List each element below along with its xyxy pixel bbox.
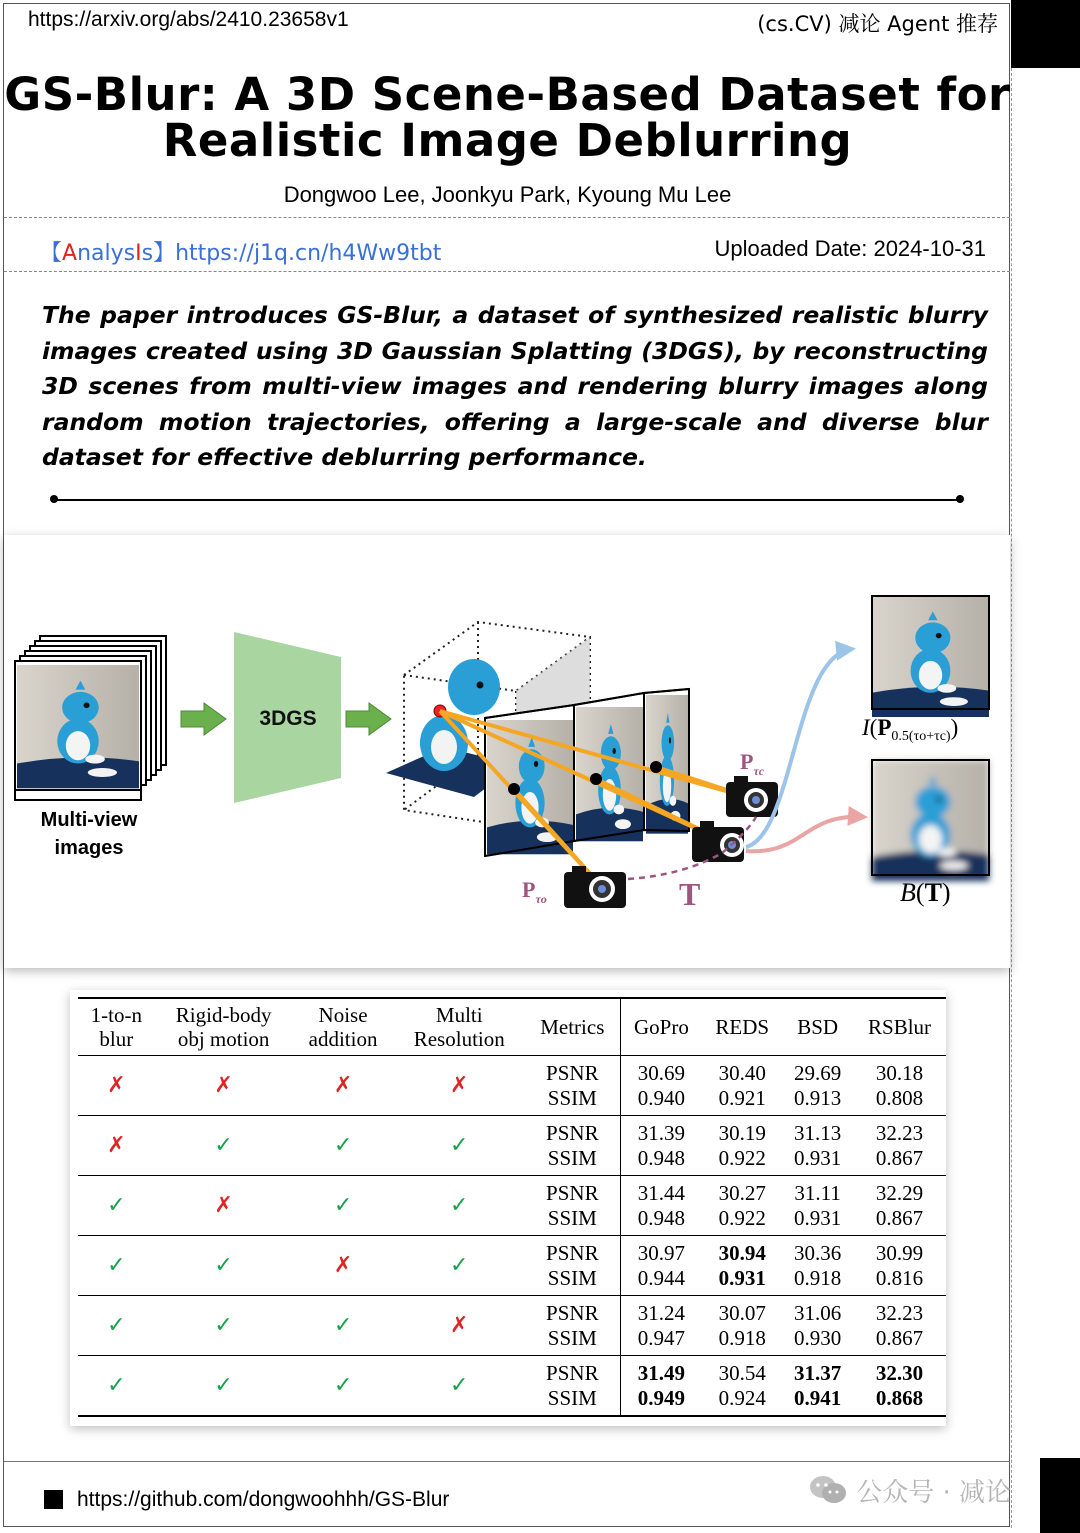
ssim-value: 0.913 (794, 1085, 842, 1110)
psnr-value: 30.69 (637, 1061, 686, 1085)
flag-cell (293, 1296, 394, 1356)
check-icon: ✓ (333, 1312, 353, 1338)
flag-cell (393, 1056, 525, 1116)
wechat-icon (808, 1474, 848, 1506)
camera-start-icon (564, 866, 626, 908)
flag-cell (293, 1356, 394, 1417)
value-cell-rsblur (853, 1116, 946, 1176)
table-row (78, 1176, 946, 1236)
metric-name: SSIM (547, 1085, 597, 1110)
flag-cell (78, 1176, 155, 1236)
psnr-value: 30.40 (718, 1061, 766, 1085)
cross-icon: ✗ (333, 1072, 353, 1098)
value-cell-bsd (782, 1116, 853, 1176)
value-cell-rsblur (853, 1236, 946, 1296)
check-icon: ✓ (333, 1372, 353, 1398)
value-cell-gopro (620, 1296, 702, 1356)
flag-cell (78, 1056, 155, 1116)
value-cell-rsblur (853, 1296, 946, 1356)
metric-name: PSNR (546, 1061, 599, 1085)
ssim-value: 0.808 (875, 1085, 924, 1110)
check-icon: ✓ (107, 1252, 126, 1278)
ssim-value: 0.940 (637, 1085, 686, 1110)
pipeline-figure (4, 535, 1010, 968)
table-header-row (78, 998, 946, 1056)
flag-cell (293, 1056, 394, 1116)
flag-cell (293, 1116, 394, 1176)
ray-hit-3 (650, 761, 662, 773)
ssim-value: 0.947 (637, 1325, 686, 1350)
divider-top (4, 217, 1010, 218)
metric-name: PSNR (546, 1181, 599, 1205)
check-icon: ✓ (214, 1132, 233, 1158)
flag-cell (393, 1236, 525, 1296)
metric-name: SSIM (547, 1205, 597, 1230)
cam-start-label: $P_{\tau o}$ (522, 877, 547, 906)
check-icon: ✓ (450, 1252, 469, 1278)
ssim-value: 0.931 (718, 1265, 766, 1290)
col-rsblur: RSBlur (868, 1015, 932, 1039)
value-cell-reds (702, 1356, 782, 1417)
check-icon: ✓ (214, 1372, 233, 1398)
ssim-value: 0.868 (875, 1385, 924, 1410)
github-bullet (44, 1490, 63, 1509)
sharp-output-image (872, 596, 989, 717)
ssim-value: 0.941 (794, 1385, 842, 1410)
paper-authors: Dongwoo Lee, Joonkyu Park, Kyoung Mu Lee (283, 182, 732, 207)
camera-end-icon (726, 776, 778, 817)
col-1to-n: 1-to-n blur (90, 1003, 142, 1051)
corner-block-bottom (1040, 1458, 1080, 1533)
metric-name: PSNR (546, 1361, 599, 1385)
ssim-value: 0.918 (718, 1325, 766, 1350)
flag-cell (393, 1116, 525, 1176)
flag-cell (393, 1176, 525, 1236)
ssim-value: 0.924 (718, 1385, 766, 1410)
multi-view-stack (15, 636, 166, 800)
check-icon: ✓ (107, 1312, 126, 1338)
psnr-value: 32.29 (875, 1181, 924, 1205)
psnr-value: 30.19 (718, 1121, 766, 1145)
github-link[interactable]: https://github.com/dongwoohhh/GS-Blur (77, 1488, 450, 1511)
ssim-value: 0.867 (875, 1145, 924, 1170)
ssim-value: 0.921 (718, 1085, 766, 1110)
bracket-close: 】 (153, 241, 176, 266)
value-cell-reds (702, 1056, 782, 1116)
psnr-value: 31.11 (794, 1181, 841, 1205)
check-icon: ✓ (214, 1312, 233, 1338)
cross-icon: ✗ (450, 1072, 469, 1098)
metric-name: PSNR (546, 1301, 599, 1325)
cross-icon: ✗ (333, 1252, 353, 1278)
psnr-value: 31.13 (794, 1121, 842, 1145)
flag-cell (155, 1116, 293, 1176)
ssim-value: 0.949 (637, 1385, 686, 1410)
analysis-label-i: I (135, 241, 142, 266)
check-icon: ✓ (107, 1192, 126, 1218)
psnr-value: 30.94 (718, 1241, 766, 1265)
flag-cell (393, 1356, 525, 1417)
value-cell-bsd (782, 1296, 853, 1356)
metric-name: PSNR (546, 1121, 599, 1145)
col-noise: Noise addition (308, 1003, 378, 1051)
psnr-value: 32.23 (875, 1301, 924, 1325)
metric-name: SSIM (547, 1145, 597, 1170)
value-cell-gopro (620, 1236, 702, 1296)
ssim-value: 0.867 (875, 1325, 924, 1350)
ssim-value: 0.948 (637, 1205, 686, 1230)
value-cell-bsd (782, 1236, 853, 1296)
metric-name: PSNR (546, 1241, 599, 1265)
col-reds: REDS (715, 1015, 770, 1039)
right-border-strip (1011, 68, 1013, 1528)
psnr-value: 31.49 (637, 1361, 686, 1385)
footer-divider (4, 1461, 1010, 1462)
psnr-value: 31.06 (794, 1301, 842, 1325)
value-cell-rsblur (853, 1356, 946, 1417)
psnr-value: 31.44 (637, 1181, 686, 1205)
table-row (78, 1236, 946, 1296)
metric-name: SSIM (547, 1385, 597, 1410)
flag-cell (155, 1176, 293, 1236)
ray-hit-1 (508, 783, 520, 795)
ssim-value: 0.918 (794, 1265, 842, 1290)
check-icon: ✓ (333, 1192, 353, 1218)
psnr-value: 30.36 (794, 1241, 842, 1265)
psnr-value: 29.69 (794, 1061, 842, 1085)
separator-dot-left (50, 495, 58, 503)
metric-name-cell (525, 1296, 620, 1356)
value-cell-gopro (620, 1056, 702, 1116)
flag-cell (155, 1296, 293, 1356)
abstract-text: The paper introduces GS-Blur, a dataset of synthesized realistic blurry images created using 3D Gaussian Splatting (3DGS), by reconstructing 3D scenes from multi-view images and rendering blurry images along random motion trajectories, offering a large-scale and diverse blur dataset for effective deblurring performance. (42, 301, 988, 472)
value-cell-reds (702, 1116, 782, 1176)
flag-cell (78, 1296, 155, 1356)
separator-dot-right (956, 495, 964, 503)
cross-icon: ✗ (214, 1072, 233, 1098)
arxiv-url[interactable]: https://arxiv.org/abs/2410.23658v1 (28, 8, 349, 31)
psnr-value: 30.27 (718, 1181, 766, 1205)
input-label-line2: images (54, 837, 124, 859)
table-body (78, 1056, 946, 1417)
ray-hit-2 (590, 773, 602, 785)
col-rigid-body: Rigid-body obj motion (175, 1003, 272, 1051)
flag-cell (293, 1236, 394, 1296)
value-cell-bsd (782, 1176, 853, 1236)
blurry-output-image (872, 760, 989, 881)
cross-icon: ✗ (107, 1072, 126, 1098)
metric-name-cell (525, 1356, 620, 1417)
uploaded-date: Uploaded Date: 2024-10-31 (714, 236, 986, 261)
value-cell-bsd (782, 1056, 853, 1116)
pipeline-diagram (4, 535, 1010, 968)
value-cell-gopro (620, 1116, 702, 1176)
col-bsd: BSD (797, 1015, 839, 1039)
analysis-label-mid: nalys (77, 241, 136, 266)
check-icon: ✓ (333, 1132, 353, 1158)
sharp-output-label: $I(P_{0.5(\tau o+\tau c)})$ (862, 715, 959, 744)
flag-cell (155, 1236, 293, 1296)
results-table-card (70, 990, 946, 1426)
col-gopro: GoPro (634, 1015, 689, 1039)
paper-title (4, 68, 1011, 167)
psnr-value: 31.39 (637, 1121, 686, 1145)
check-icon: ✓ (450, 1372, 469, 1398)
value-cell-rsblur (853, 1176, 946, 1236)
flag-cell (155, 1356, 293, 1417)
ssim-value: 0.944 (637, 1265, 686, 1290)
category-tag: (cs.CV) 减论 Agent 推荐 (757, 12, 998, 36)
check-icon: ✓ (450, 1192, 469, 1218)
psnr-value: 30.07 (718, 1301, 766, 1325)
blur-output-label: B(T) (900, 878, 951, 907)
ssim-value: 0.922 (718, 1145, 766, 1170)
flag-cell (155, 1056, 293, 1116)
ssim-value: 0.930 (794, 1325, 842, 1350)
psnr-value: 30.97 (637, 1241, 686, 1265)
cam-end-label: $P_{\tau c}$ (740, 749, 765, 778)
col-metrics: Metrics (525, 998, 620, 1056)
value-cell-gopro (620, 1356, 702, 1417)
check-icon: ✓ (107, 1372, 126, 1398)
cross-icon: ✗ (107, 1132, 126, 1158)
section-separator (53, 499, 960, 501)
psnr-value: 31.24 (637, 1301, 686, 1325)
input-label-line1: Multi-view (40, 809, 138, 831)
cross-icon: ✗ (214, 1192, 233, 1218)
metric-name: SSIM (547, 1325, 597, 1350)
ssim-value: 0.948 (637, 1145, 686, 1170)
flag-cell (393, 1296, 525, 1356)
psnr-value: 31.37 (794, 1361, 842, 1385)
cross-icon: ✗ (450, 1312, 469, 1338)
wechat-text: 公众号 · 减论 (856, 1478, 1012, 1508)
value-cell-bsd (782, 1356, 853, 1417)
col-multi-res: Multi Resolution (413, 1003, 505, 1051)
table-row (78, 1116, 946, 1176)
analysis-label-a: A (62, 241, 78, 266)
value-cell-reds (702, 1236, 782, 1296)
corner-block-top (1011, 0, 1080, 68)
check-icon: ✓ (450, 1132, 469, 1158)
value-cell-rsblur (853, 1056, 946, 1116)
metric-name-cell (525, 1236, 620, 1296)
check-icon: ✓ (214, 1252, 233, 1278)
ssim-value: 0.867 (875, 1205, 924, 1230)
trajectory-label: T (679, 876, 701, 912)
bracket-open: 【 (40, 241, 63, 266)
metric-name-cell (525, 1176, 620, 1236)
ssim-value: 0.931 (794, 1205, 842, 1230)
metric-name-cell (525, 1116, 620, 1176)
results-table (78, 997, 946, 1417)
flag-cell (78, 1356, 155, 1417)
value-cell-gopro (620, 1176, 702, 1236)
analysis-link-row (40, 236, 441, 267)
divider-analysis (4, 271, 1010, 272)
metric-name: SSIM (547, 1265, 597, 1290)
psnr-value: 30.18 (875, 1061, 924, 1085)
psnr-value: 32.23 (875, 1121, 924, 1145)
ssim-value: 0.931 (794, 1145, 842, 1170)
arrow-to-3dgs (181, 703, 226, 735)
ssim-value: 0.922 (718, 1205, 766, 1230)
analysis-link[interactable]: https://j1q.cn/h4Ww9tbt (175, 241, 442, 266)
psnr-value: 30.54 (718, 1361, 766, 1385)
wechat-watermark (808, 1472, 1011, 1509)
table-row (78, 1296, 946, 1356)
value-cell-reds (702, 1176, 782, 1236)
title-line-2: Realistic Image Deblurring (162, 114, 853, 167)
analysis-label-s: s (141, 241, 154, 266)
ssim-value: 0.816 (875, 1265, 924, 1290)
psnr-value: 32.30 (875, 1361, 924, 1385)
3dgs-label: 3DGS (259, 707, 317, 730)
table-row (78, 1356, 946, 1417)
value-cell-reds (702, 1296, 782, 1356)
flag-cell (78, 1116, 155, 1176)
psnr-value: 30.99 (875, 1241, 924, 1265)
flag-cell (293, 1176, 394, 1236)
flag-cell (78, 1236, 155, 1296)
arrow-to-scene (346, 703, 391, 735)
table-row (78, 1056, 946, 1116)
metric-name-cell (525, 1056, 620, 1116)
title-line-1: GS-Blur: A 3D Scene-Based Dataset for (4, 68, 1011, 121)
